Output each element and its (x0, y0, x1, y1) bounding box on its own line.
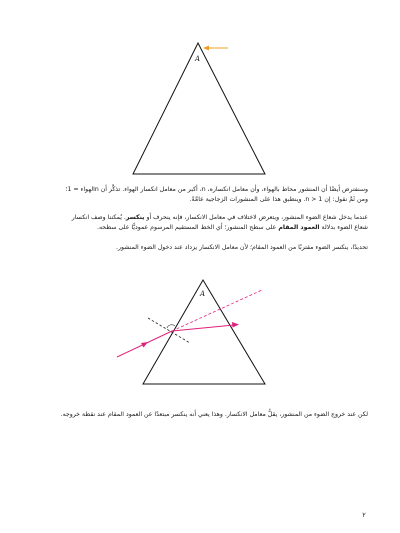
paragraph-line: ومن ثَمَّ نقول: إن n > 1. وينطبق هذا على المنشورات الزجاجية عامَّةً. (189, 196, 368, 203)
incident-ray-arrow-icon (141, 342, 148, 348)
page-number: ٢ (362, 511, 366, 519)
refracted-ray (172, 325, 234, 331)
bold-term: ينكسر (125, 214, 145, 221)
bold-term: العمود المقام (278, 224, 320, 231)
prism-figure-2 (117, 280, 265, 384)
paragraph-line (72, 213, 368, 223)
refracted-ray-arrow-icon (232, 322, 239, 328)
text-run: شعاع الضوء بدلالة (319, 224, 368, 231)
text-run: على سطح المنشور؛ أي الخط المستقيم المرسوم عموديًّا على سطحه. (97, 224, 279, 231)
text-run: . يُمكننا وصف انكسار (71, 214, 126, 221)
paragraph-line: لكن عند خروج الضوء من المنشور، يقلُّ معامل الانكسار. وهذا يعني أنه ينكسر مبتعدًا عن العمود المقام عند نقطة خروجه. (60, 411, 368, 418)
paragraph-line: تحديدًا، ينكسر الضوء مقتربًا من العمود المقام؛ لأن معامل الانكسار يزداد عند دخول الضوء المنشور. (116, 244, 368, 251)
apex-label: A (195, 55, 201, 63)
apex-label: A (200, 290, 206, 298)
paragraph-line (97, 223, 368, 233)
text-run: عندما يدخل شعاع الضوء المنشور، ويتعرض لاختلاف في معامل الانكسار، فإنه ينحرف أو (144, 214, 368, 221)
angle-arc (167, 325, 175, 328)
apex-arrow-icon (203, 46, 209, 51)
paragraph-line: وسنفترض أيضًا أن المنشور محاط بالهواء، وأن معامل انكساره، n، أكبر من معامل انكسار الهواء. تذكَّر أن n‏الهواء = 1؛ (65, 186, 368, 193)
